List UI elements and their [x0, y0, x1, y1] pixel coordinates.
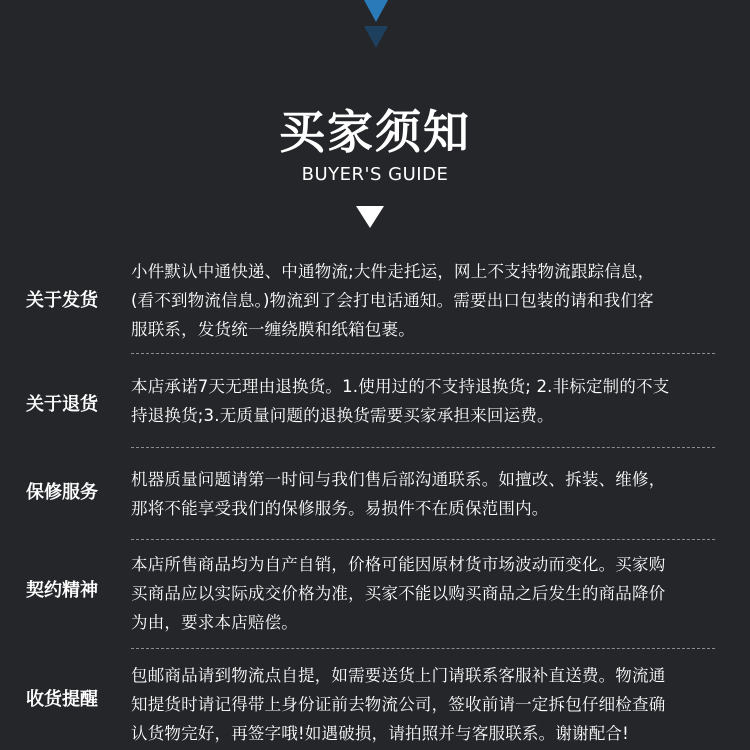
text-line: 知提货时请记得带上身份证前去物流公司，签收前请一定拆包仔细检查确 — [131, 695, 666, 714]
page-subtitle: BUYER'S GUIDE — [301, 164, 449, 185]
text-line: 包邮商品请到物流点自提，如需要送货上门请联系客服补直送费。物流通 — [131, 666, 666, 685]
triangle-down-icon — [355, 205, 385, 229]
page-title: 买家须知 — [279, 105, 471, 159]
text-line: 小件默认中通快递、中通物流;大件走托运，网上不支持物流跟踪信息， — [131, 262, 655, 281]
section-text — [131, 661, 721, 748]
section-label: 关于发货 — [26, 290, 98, 311]
section-label: 关于退货 — [26, 394, 98, 415]
text-line: 持退换货;3.无质量问题的退换货需要买家承担来回运费。 — [131, 406, 554, 425]
text-line: 机器质量问题请第一时间与我们售后部沟通联系。如擅改、拆装、维修， — [131, 470, 666, 489]
text-line: 买商品应以实际成交价格为准，买家不能以购买商品之后发生的商品降价 — [131, 584, 666, 603]
text-line: (看不到物流信息。)物流到了会打电话通知。需要出口包装的请和我们客 — [131, 291, 654, 310]
double-chevron-down-icon — [362, 0, 390, 50]
divider — [131, 648, 715, 649]
section-text — [131, 465, 721, 523]
section-label: 保修服务 — [26, 482, 98, 503]
text-line: 本店所售商品均为自产自销，价格可能因原材货市场波动而变化。买家购 — [131, 555, 666, 574]
divider — [131, 353, 715, 354]
divider — [131, 539, 715, 540]
section-text — [131, 257, 721, 344]
section-text — [131, 550, 721, 637]
section-label: 契约精神 — [26, 580, 98, 601]
text-line: 那将不能享受我们的保修服务。易损件不在质保范围内。 — [131, 499, 549, 518]
section-text — [131, 372, 721, 430]
text-line: 为由，要求本店赔偿。 — [131, 613, 298, 632]
divider — [131, 447, 715, 448]
text-line: 服联系，发货统一缠绕膜和纸箱包裹。 — [131, 320, 415, 339]
text-line: 认货物完好，再签字哦!如遇破损，请拍照并与客服联系。谢谢配合! — [131, 724, 629, 743]
text-line: 本店承诺7天无理由退换货。1.使用过的不支持退换货; 2.非标定制的不支 — [131, 377, 670, 396]
section-label: 收货提醒 — [26, 689, 98, 710]
